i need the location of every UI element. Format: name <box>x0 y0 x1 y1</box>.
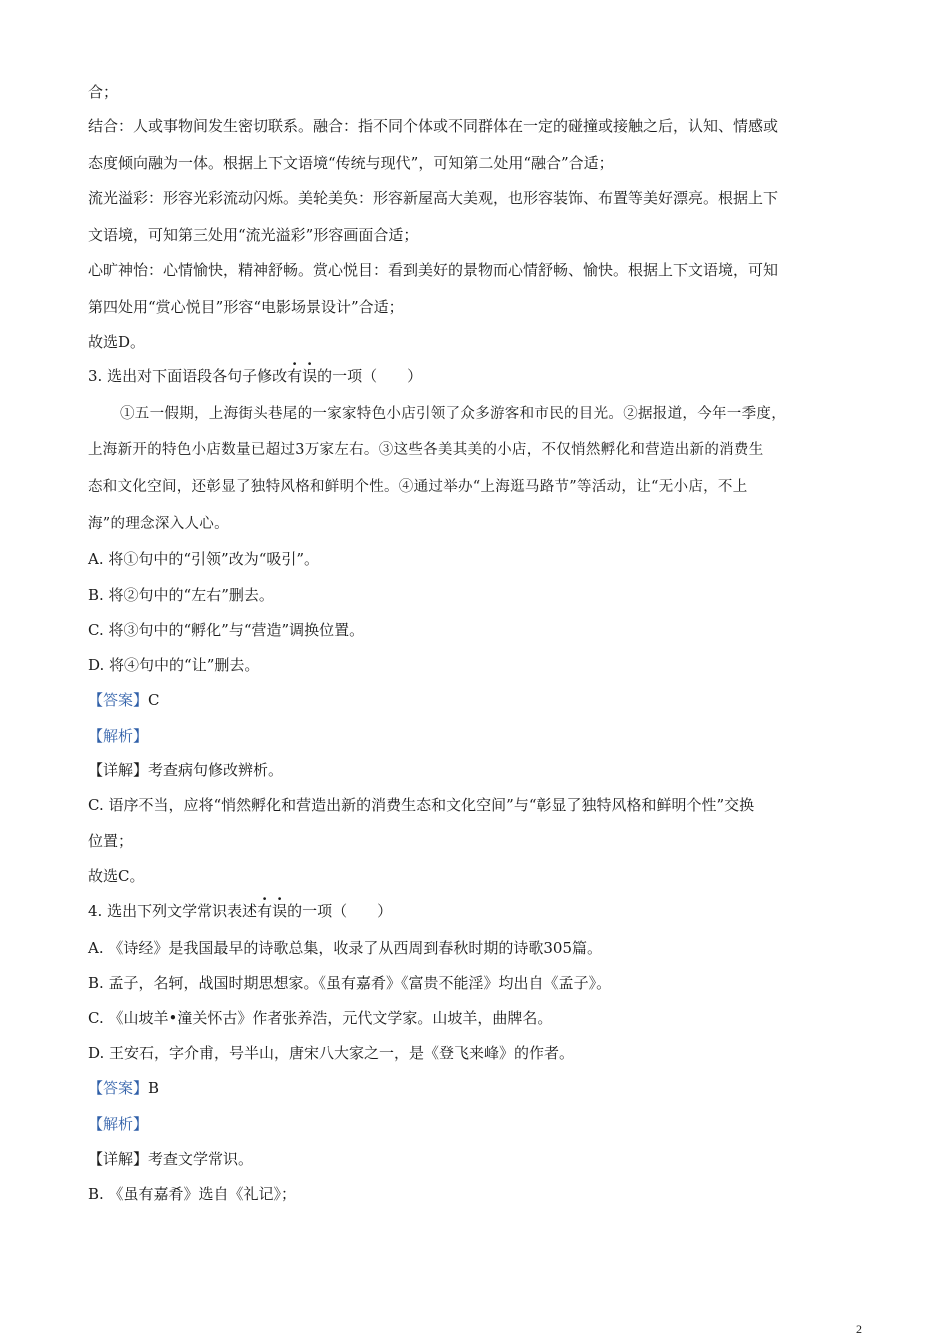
question-3-stem <box>88 366 422 386</box>
page-number: 2 <box>856 1322 862 1336</box>
text-line: 流光溢彩：形容光彩流动闪烁。美轮美奂：形容新屋高大美观，也形容装饰、布置等美好漂亮。根据上下 <box>88 189 779 207</box>
question-4-stem <box>88 901 392 921</box>
option-b: B. 孟子，名轲，战国时期思想家。《虽有嘉肴》《富贵不能淫》均出自《孟子》。 <box>88 974 612 992</box>
explain-line: C. 语序不当，应将“悄然孵化和营造出新的消费生态和文化空间”与“彰显了独特风格和鲜明个性”交换 <box>88 796 755 814</box>
text-line: 心旷神怡：心情愉快，精神舒畅。赏心悦目：看到美好的景物而心情舒畅、愉快。根据上下文语境，可知 <box>88 261 779 279</box>
analysis-tag: 【解析】 <box>88 1115 149 1133</box>
text-line: 态度倾向融为一体。根据上下文语境“传统与现代”，可知第二处用“融合”合适； <box>88 154 614 172</box>
text-line: 故选D。 <box>88 333 146 351</box>
text-line: 第四处用“赏心悦目”形容“电影场景设计”合适； <box>88 298 404 316</box>
emphasis-char: 误 <box>302 367 318 385</box>
emphasis-char: 有 <box>257 902 273 920</box>
option-d: D. 王安石，字介甫，号半山，唐宋八大家之一，是《登飞来峰》的作者。 <box>88 1044 575 1062</box>
emphasis-char: 有 <box>287 367 303 385</box>
question-prefix: 3. 选出对下面语段各句子修改 <box>88 367 288 385</box>
text-line: 合； <box>88 83 119 101</box>
passage-line: 上海新开的特色小店数量已超过3万家左右。③这些各美其美的小店，不仅悄然孵化和营造出新的消费生 <box>88 442 764 458</box>
question-prefix: 4. 选出下列文学常识表述 <box>88 902 258 920</box>
emphasis-char: 误 <box>272 902 288 920</box>
answer-value: C <box>148 691 160 709</box>
option-a: A. 《诗经》是我国最早的诗歌总集，收录了从西周到春秋时期的诗歌305篇。 <box>88 939 603 957</box>
option-c: C. 《山坡羊•潼关怀古》作者张养浩，元代文学家。山坡羊，曲牌名。 <box>88 1009 553 1027</box>
explain-line: 故选C。 <box>88 867 145 885</box>
detail-line: 【详解】考查文学常识。 <box>88 1150 254 1168</box>
option-c: C. 将③句中的“孵化”与“营造”调换位置。 <box>88 621 365 639</box>
text-line: 文语境，可知第三处用“流光溢彩”形容画面合适； <box>88 226 419 244</box>
text-line: 结合：人或事物间发生密切联系。融合：指不同个体或不同群体在一定的碰撞或接触之后，认知、情感或 <box>88 117 779 135</box>
passage-line: 态和文化空间，还彰显了独特风格和鲜明个性。④通过举办“上海逛马路节”等活动，让“无小店，不上 <box>88 479 748 495</box>
question-suffix: 的一项（ ） <box>287 902 393 920</box>
answer-value: B <box>148 1079 160 1097</box>
explain-line: 位置； <box>88 832 134 850</box>
answer-tag: 【答案】 <box>88 1079 149 1097</box>
option-b: B. 将②句中的“左右”删去。 <box>88 586 274 604</box>
question-suffix: 的一项（ ） <box>317 367 423 385</box>
passage-line: ①五一假期，上海街头巷尾的一家家特色小店引领了众多游客和市民的目光。②据报道，今年一季度， <box>120 406 786 422</box>
answer-tag: 【答案】 <box>88 691 149 709</box>
passage-line: 海”的理念深入人心。 <box>88 516 229 532</box>
answer-line <box>88 690 160 710</box>
option-a: A. 将①句中的“引领”改为“吸引”。 <box>88 550 320 568</box>
option-d: D. 将④句中的“让”删去。 <box>88 656 260 674</box>
explain-line: B. 《虽有嘉肴》选自《礼记》； <box>88 1185 297 1203</box>
analysis-tag: 【解析】 <box>88 727 149 745</box>
detail-line: 【详解】考查病句修改辨析。 <box>88 761 284 779</box>
answer-line <box>88 1078 159 1098</box>
